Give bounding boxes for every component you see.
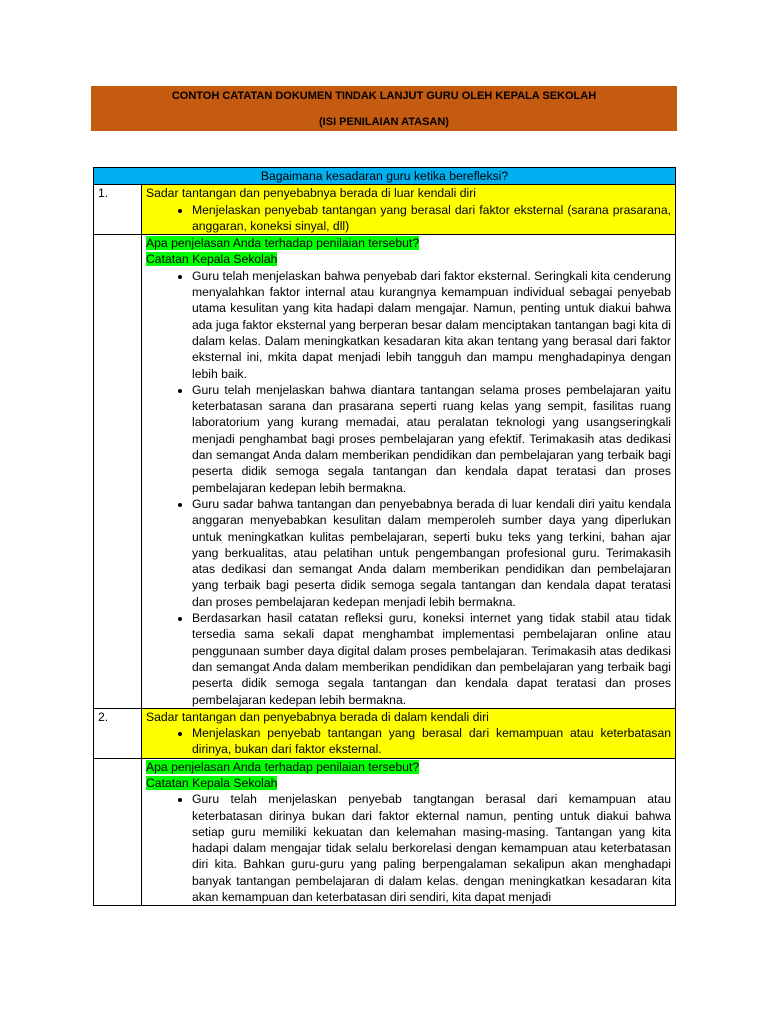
section-criteria-cell: [142, 708, 676, 758]
criteria-item: • Menjelaskan penyebab tantangan yang berasal dari kemampuan atau keterbatasan dirinya, bukan dari faktor eksternal.: [192, 725, 671, 758]
document-title: CONTOH CATATAN DOKUMEN TINDAK LANJUT GURU OLEH KEPALA SEKOLAH: [171, 90, 597, 102]
table-header: Bagaimana kesadaran guru ketika berefleksi?: [94, 168, 676, 185]
question-part-rest: terhadap penilaian tersebut?: [261, 236, 420, 251]
criteria-list: [146, 725, 671, 758]
note-label-text: Catatan Kepala Sekolah: [146, 775, 278, 790]
section-title: Sadar tantangan dan penyebabnya berada di dalam kendali diri: [146, 709, 489, 724]
note-item: • Guru telah menjelaskan bahwa diantara tantangan selama proses pembelajaran yaitu keterbatasan sarana dan prasarana seperti ruang kelas yang sempit, fasilitas ruang laboratorium yang kurang memadai, atau peralatan teknologi yang usangseringkali menjadi penghambat bagi proses pembelajaran yang efektif. Terimakasih atas dedikasi dan semangat Anda dalam memberikan pendidikan dan pembelajaran yang terbaik bagi peserta didik semoga segala tantangan dan kendala dapat teratasi dan proses pembelajaran kedepan lebih bermakna.: [192, 382, 671, 496]
notes-cell: [142, 235, 676, 709]
note-label: [146, 251, 671, 267]
document-title-banner: [91, 86, 677, 131]
question-label: [146, 759, 671, 775]
question-part-highlight: Apa penjelasan Anda: [146, 759, 262, 774]
note-label: [146, 775, 671, 791]
note-item: • Berdasarkan hasil catatan refleksi guru, koneksi internet yang tidak stabil atau tidak tersedia sama sekali dapat menghambat implementasi pembelajaran online atau penggunaan sumber daya digital dalam proses pembelajaran. Terimakasih atas dedikasi dan semangat Anda dalam memberikan pendidikan dan pembelajaran yang terbaik bagi peserta didik semoga segala tantangan dan kendala dapat teratasi dan proses pembelajaran kedepan lebih bermakna.: [192, 610, 671, 708]
criteria-item: • Menjelaskan penyebab tantangan yang berasal dari faktor eksternal (sarana prasarana, anggaran, koneksi sinyal, dll): [192, 202, 671, 235]
criteria-list: [146, 202, 671, 235]
question-label: [146, 235, 671, 251]
section-number: 1.: [94, 185, 142, 235]
section-number: 2.: [94, 708, 142, 758]
section-notes-row-2: [94, 758, 676, 906]
note-item: • Guru telah menjelaskan penyebab tangtangan berasal dari kemampuan atau keterbatasan dirinya bukan dari faktor ekternal namun, penting untuk diakui bahwa setiap guru memiliki kekuatan dan kelemahan masing-masing. Tantangan yang kita hadapi dalam mengajar tidak selalu berkorelasi dengan kemampuan atau keterbatasan diri kita. Bahkan guru-guru yang paling berpengalaman sekalipun akan menghadapi banyak tantangan pembelajaran di dalam kelas. dengan meningkatkan kesadaran kita akan kemampuan dan keterbatasan diri sendiri, kita dapat menjadi: [192, 791, 671, 905]
note-item: • Guru sadar bahwa tantangan dan penyebabnya berada di luar kendali diri yaitu kendala anggaran menyebabkan kesulitan dalam memperoleh sumber daya yang diperlukan untuk meningkatkan kulitas pembelajaran, seperti buku teks yang terkini, bahan ajar yang berkualitas, atau pelatihan untuk pengembangan profesional guru. Terimakasih atas dedikasi dan semangat Anda dalam memberikan pendidikan dan pembelajaran yang terbaik bagi peserta didik semoga segala tantangan dan kendala dapat teratasi dan proses pembelajaran kedepan menjadi lebih bermakna.: [192, 496, 671, 610]
note-label-text: Catatan Kepala Sekolah: [146, 252, 278, 267]
section-criteria-cell: [142, 185, 676, 235]
section-notes-row-1: [94, 235, 676, 709]
section-row-2: [94, 708, 676, 758]
notes-cell: [142, 758, 676, 906]
question-part-rest: terhadap penilaian tersebut?: [261, 759, 420, 774]
notes-list: [146, 791, 671, 905]
section-title: Sadar tantangan dan penyebabnya berada di luar kendali diri: [146, 186, 476, 201]
notes-list: [146, 268, 671, 708]
note-item: • Guru telah menjelaskan bahwa penyebab dari faktor eksternal. Seringkali kita cenderung menyalahkan faktor internal atau kurangnya kemampuan individual sebagai penyebab utama kesulitan yang kita hadapi dalam mengajar. Namun, penting untuk diakui bahwa ada juga faktor eksternal yang berperan besar dalam menciptakan tantangan bagi kita di dalam kelas. Dalam meningkatkan kesadaran kita akan tentang yang berasal dari faktor eksternal ini, mkita dapat menjadi lebih tangguh dan mampu menghadapinya dengan lebih baik.: [192, 268, 671, 382]
document-subtitle: (ISI PENILAIAN ATASAN): [319, 116, 449, 128]
empty-cell: [94, 758, 142, 906]
reflection-table: [93, 167, 676, 906]
empty-cell: [94, 235, 142, 709]
section-row-1: [94, 185, 676, 235]
question-part-highlight: Apa penjelasan Anda: [146, 236, 262, 251]
